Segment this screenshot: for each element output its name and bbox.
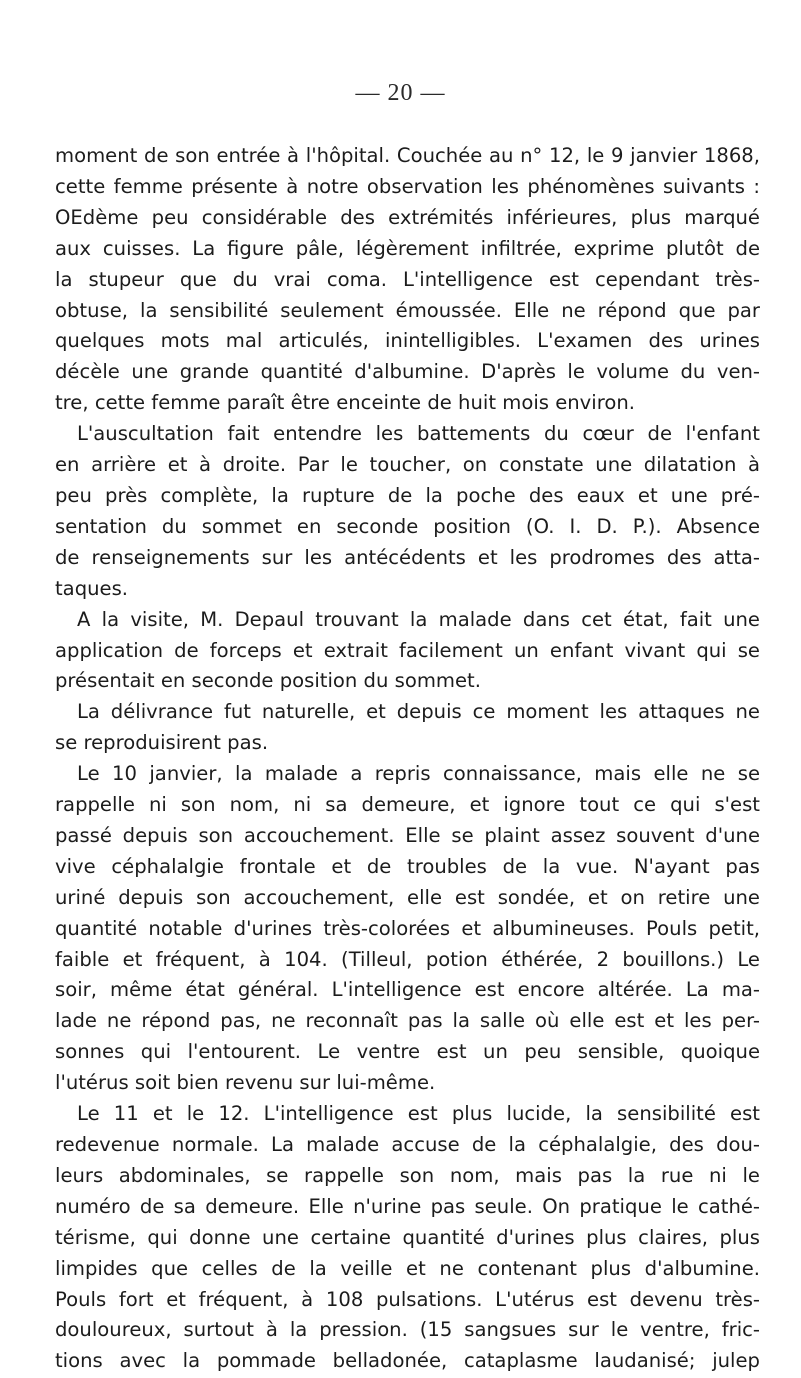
text-line: A la visite, M. Depaul trouvant la malade dans cet état, fait une (77, 607, 760, 631)
text-line: douloureux, surtout à la pression. (15 sangsues sur le ventre, fric- (55, 1318, 760, 1342)
text-line: uriné depuis son accouchement, elle est sondée, et on retire une (55, 885, 760, 909)
text-line: OEdème peu considérable des extrémités inférieures, plus marqué (55, 205, 760, 229)
text-line: Le 10 janvier, la malade a repris connaissance, mais elle ne se (77, 762, 760, 786)
body-text (55, 141, 760, 1377)
text-line: redevenue normale. La malade accuse de la céphalalgie, des dou- (55, 1133, 760, 1156)
text-line: limpides que celles de la veille et ne contenant plus d'albumine. (55, 1256, 760, 1280)
text-line: l'utérus soit bien revenu sur lui-même. (55, 1071, 436, 1095)
text-line: de renseignements sur les antécédents et les prodromes des atta- (55, 545, 760, 569)
text-line: sentation du sommet en seconde position (O. I. D. P.). Absence (55, 514, 760, 538)
text-line: se reproduisirent pas. (55, 731, 269, 755)
text-line: peu près complète, la rupture de la poche des eaux et une pré- (55, 483, 760, 507)
text-line: vive céphalalgie frontale et de troubles de la vue. N'ayant pas (55, 854, 760, 878)
text-line: lade ne répond pas, ne reconnaît pas la salle où elle est et les per- (55, 1009, 760, 1033)
text-line: Le 11 et le 12. L'intelligence est plus lucide, la sensibilité est (77, 1102, 760, 1126)
text-line: faible et fréquent, à 104. (Tilleul, potion éthérée, 2 bouillons.) Le (55, 947, 760, 971)
text-line: décèle une grande quantité d'albumine. D'après le volume du ven- (55, 360, 760, 384)
text-line: aux cuisses. La figure pâle, légèrement infiltrée, exprime plutôt de (55, 236, 760, 260)
text-line: taques. (55, 576, 129, 600)
text-line: leurs abdominales, se rappelle son nom, mais pas la rue ni le (55, 1163, 760, 1187)
text-line: térisme, qui donne une certaine quantité d'urines plus claires, plus (55, 1225, 760, 1249)
text-line: sonnes qui l'entourent. Le ventre est un peu sensible, quoique (55, 1040, 760, 1064)
text-line: La délivrance fut naturelle, et depuis ce moment les attaques ne (77, 700, 760, 724)
text-line: en arrière et à droite. Par le toucher, on constate une dilatation à (55, 453, 760, 477)
text-line: rappelle ni son nom, ni sa demeure, et ignore tout ce qui s'est (55, 793, 760, 817)
text-line: soir, même état général. L'intelligence est encore altérée. La ma- (55, 978, 760, 1002)
text-line: la stupeur que du vrai coma. L'intelligence est cependant très- (55, 267, 760, 291)
text-line: numéro de sa demeure. Elle n'urine pas seule. On pratique le cathé- (55, 1194, 760, 1218)
text-line: Pouls fort et fréquent, à 108 pulsations. L'utérus est devenu très- (55, 1287, 760, 1311)
text-line: quelques mots mal articulés, inintelligibles. L'examen des urines (55, 329, 760, 353)
text-line: application de forceps et extrait facilement un enfant vivant qui se (55, 638, 760, 662)
text-line: tre, cette femme paraît être enceinte de huit mois environ. (55, 391, 635, 415)
text-line: cette femme présente à notre observation les phénomènes suivants : (55, 174, 760, 198)
text-line: obtuse, la sensibilité seulement émoussée. Elle ne répond que par (55, 298, 760, 322)
text-line: moment de son entrée à l'hôpital. Couchée au n° 12, le 9 janvier 1868, (55, 144, 760, 167)
text-line: présentait en seconde position du sommet. (55, 669, 481, 693)
page-number: — 20 — (355, 80, 446, 106)
text-line: passé depuis son accouchement. Elle se plaint assez souvent d'une (55, 823, 760, 847)
text-line: quantité notable d'urines très-colorées et albumineuses. Pouls petit, (55, 916, 760, 940)
text-line: tions avec la pommade belladonée, cataplasme laudanisé; julep (55, 1349, 760, 1373)
text-line: L'auscultation fait entendre les battements du cœur de l'enfant (77, 422, 760, 446)
